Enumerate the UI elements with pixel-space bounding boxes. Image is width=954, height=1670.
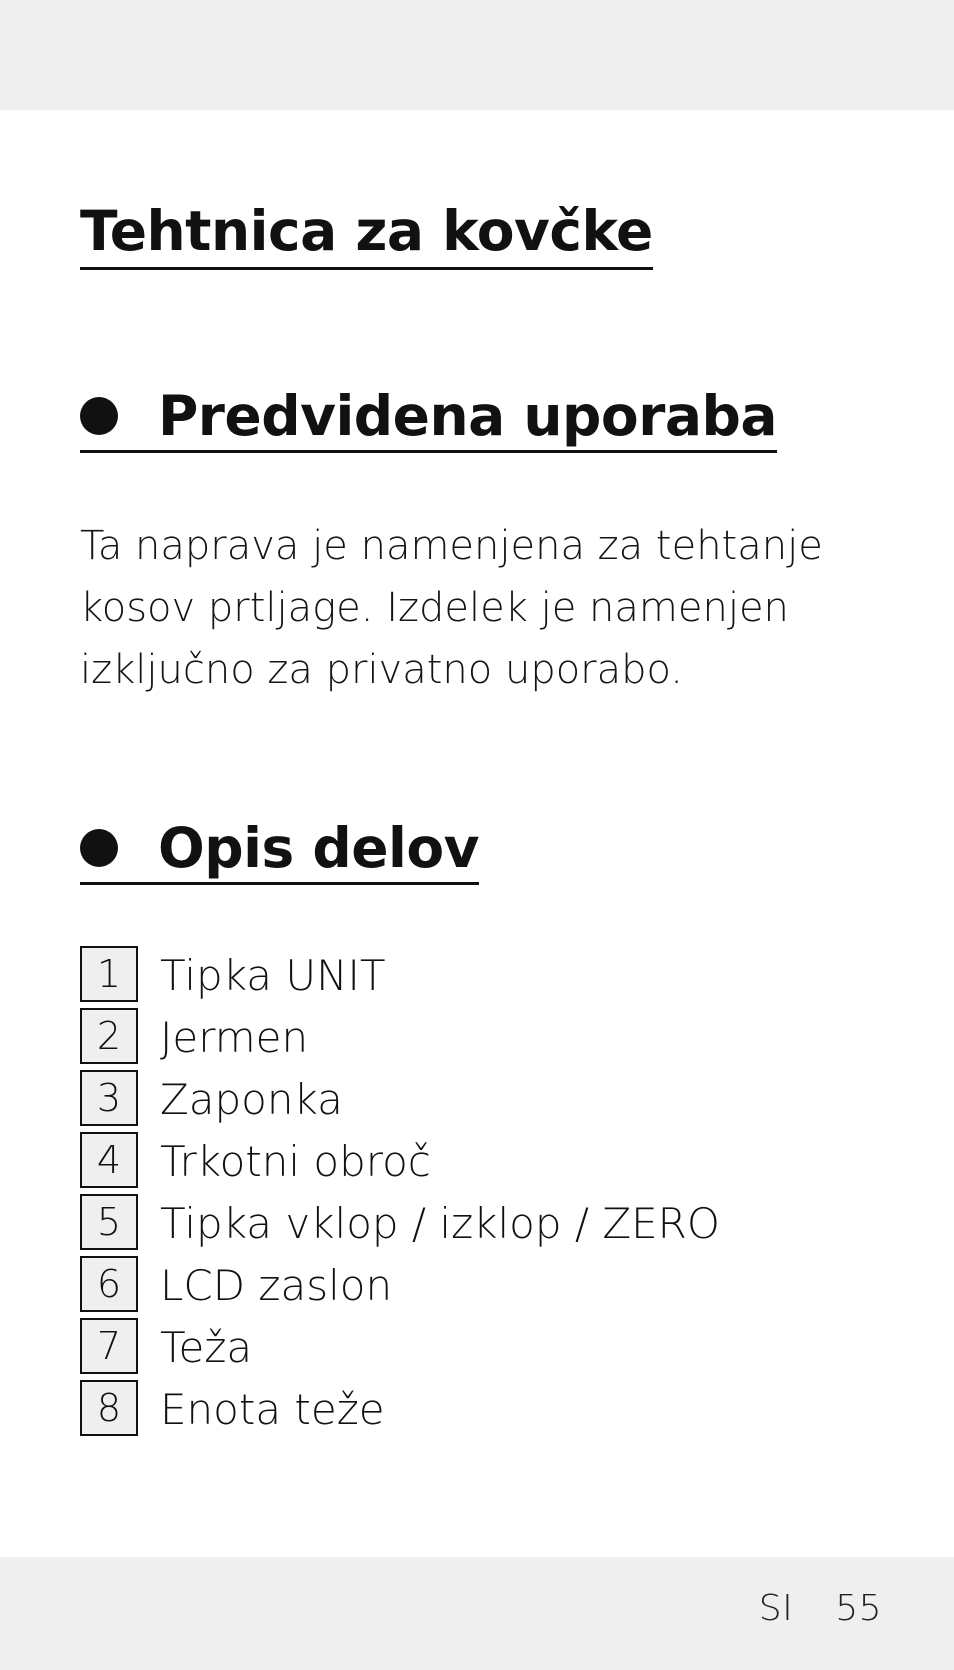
part-label: Zaponka: [160, 1074, 343, 1124]
intended-use-paragraph: [80, 515, 880, 701]
part-number-box: 8: [80, 1380, 138, 1436]
part-label: Jermen: [160, 1012, 309, 1062]
part-number-box: 6: [80, 1256, 138, 1312]
part-label: Tipka UNIT: [160, 950, 386, 1000]
part-label: Teža: [160, 1322, 253, 1372]
paragraph-line: kosov prtljage. Izdelek je namenjen: [80, 585, 789, 631]
bullet-dot-icon: [80, 397, 118, 435]
list-item: [80, 1192, 720, 1254]
page-title: Tehtnica za kovčke: [80, 197, 653, 270]
part-number-box: 5: [80, 1194, 138, 1250]
part-number-box: 1: [80, 946, 138, 1002]
part-label: Enota teže: [160, 1384, 385, 1434]
page-footer: [759, 1588, 882, 1629]
part-label: Trkotni obroč: [160, 1136, 431, 1186]
section-heading-text: Opis delov: [158, 816, 480, 880]
part-label: Tipka vklop / izklop / ZERO: [160, 1198, 720, 1248]
part-number-box: 7: [80, 1318, 138, 1374]
list-item: [80, 1254, 720, 1316]
section-heading-parts: [80, 814, 479, 885]
part-label: LCD zaslon: [160, 1260, 393, 1310]
language-code: SI: [758, 1588, 794, 1629]
list-item: [80, 1316, 720, 1378]
bullet-dot-icon: [80, 829, 118, 867]
page-number: 55: [835, 1588, 882, 1629]
list-item: [80, 1068, 720, 1130]
section-heading-intended-use: [80, 382, 777, 453]
parts-list: [80, 944, 720, 1440]
list-item: [80, 1130, 720, 1192]
list-item: [80, 944, 720, 1006]
paragraph-line: izključno za privatno uporabo.: [80, 647, 684, 693]
part-number-box: 2: [80, 1008, 138, 1064]
part-number-box: 3: [80, 1070, 138, 1126]
list-item: [80, 1378, 720, 1440]
top-margin-band: [0, 0, 954, 110]
section-heading-text: Predvidena uporaba: [158, 384, 777, 448]
list-item: [80, 1006, 720, 1068]
paragraph-line: Ta naprava je namenjena za tehtanje: [80, 523, 823, 569]
part-number-box: 4: [80, 1132, 138, 1188]
